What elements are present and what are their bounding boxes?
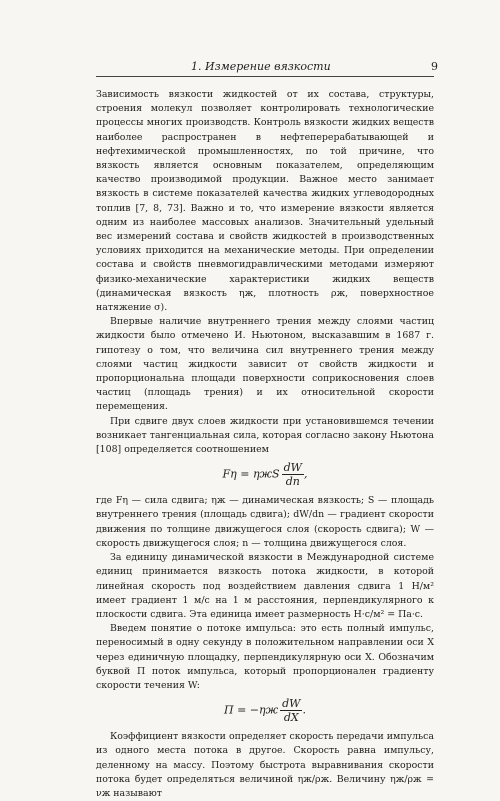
paragraph: Коэффициент вязкости определяет скорость передачи импульса из одного места потока в другое. Скорость равна импульсу, деленному на массу. Поэтому быстрота выравнивания скорости потока будет определяться величиной ηж/ρж. Величину ηж/ρж = νж называют [96, 731, 434, 799]
running-header [96, 60, 438, 77]
fraction-denominator: dX [283, 711, 299, 725]
equation-lhs: Fη = ηжS [222, 467, 280, 481]
equation-momentum-flux [96, 697, 434, 724]
fraction-denominator: dn [285, 475, 300, 489]
paragraph: где Fη — сила сдвига; ηж — динамическая вязкость; S — площадь внутреннего трения (площадь сдвига); dW/dn — градиент скорости движения по толщине движущегося слоя (скорость сдвига); W — скорость движущегося слоя; n — толщина движущегося слоя. [96, 495, 434, 549]
equation-newton-law [96, 461, 434, 488]
equation-punct: , [303, 467, 308, 481]
paragraph: Впервые наличие внутреннего трения между слоями частиц жидкости было отмечено И. Ньютоном, высказавшим в 1687 г. гипотезу о том, что величина сил внутреннего трения между слоями частиц жидкости зависит от свойств жидкости и пропорциональна площади поверхности соприкосновения слоев частиц (площадь трения) и их относительной скорости перемещения. [96, 316, 434, 413]
fraction [280, 697, 302, 724]
page-number: 9 [431, 60, 438, 73]
chapter-title: 1. Измерение вязкости [191, 60, 331, 73]
fraction [282, 461, 304, 488]
paragraph: Введем понятие о потоке импульса: это есть полный импульс, переносимый в одну секунду в положительном направлении оси X через единичную площадку, перпендикулярную оси X. Обозначим буквой П поток импульса, который пропорционален градиенту скорости течения W: [96, 623, 434, 691]
fraction-numerator: dW [283, 461, 302, 475]
equation-punct: . [302, 703, 306, 717]
fraction-numerator: dW [282, 697, 301, 711]
paragraph: При сдвиге двух слоев жидкости при установившемся течении возникает тангенциальная сила, которая согласно закону Ньютона [108] определяется соотношением [96, 415, 434, 456]
paragraph: За единицу динамической вязкости в Международной системе единиц принимается вязкость потока жидкости, в которой линейная скорость под воздействием давления сдвига 1 Н/м² имеет градиент 1 м/с на 1 м расстояния, перпендикулярного к плоскости сдвига. Эта единица имеет размерность Н·с/м² = Па·с. [96, 552, 434, 620]
paragraph: Зависимость вязкости жидкостей от их состава, структуры, строения молекул позволяет контролировать технологические процессы многих производств. Контроль вязкости жидких веществ наиболее распространен в нефтеперерабатывающей и нефтехимической промышленностях, по той причине, что вязкость является основным показателем, определяющим качество производимой продукции. Важное место занимает вязкость в системе показателей качества жидких углеводородных топлив [7, 8, 73]. Важно и то, что измерение вязкости является одним из наиболее массовых анализов. Значительный удельный вес измерений состава и свойств жидкостей в производственных условиях приходится на механические методы. При определении состава и свойств пневмогидравлическими методами измеряют физико-механические характеристики жидких веществ (динамическая вязкость ηж, плотность ρж, поверхностное натяжение σ). [96, 89, 434, 314]
body-text [96, 88, 434, 801]
equation-lhs: П = −ηж [224, 703, 279, 717]
